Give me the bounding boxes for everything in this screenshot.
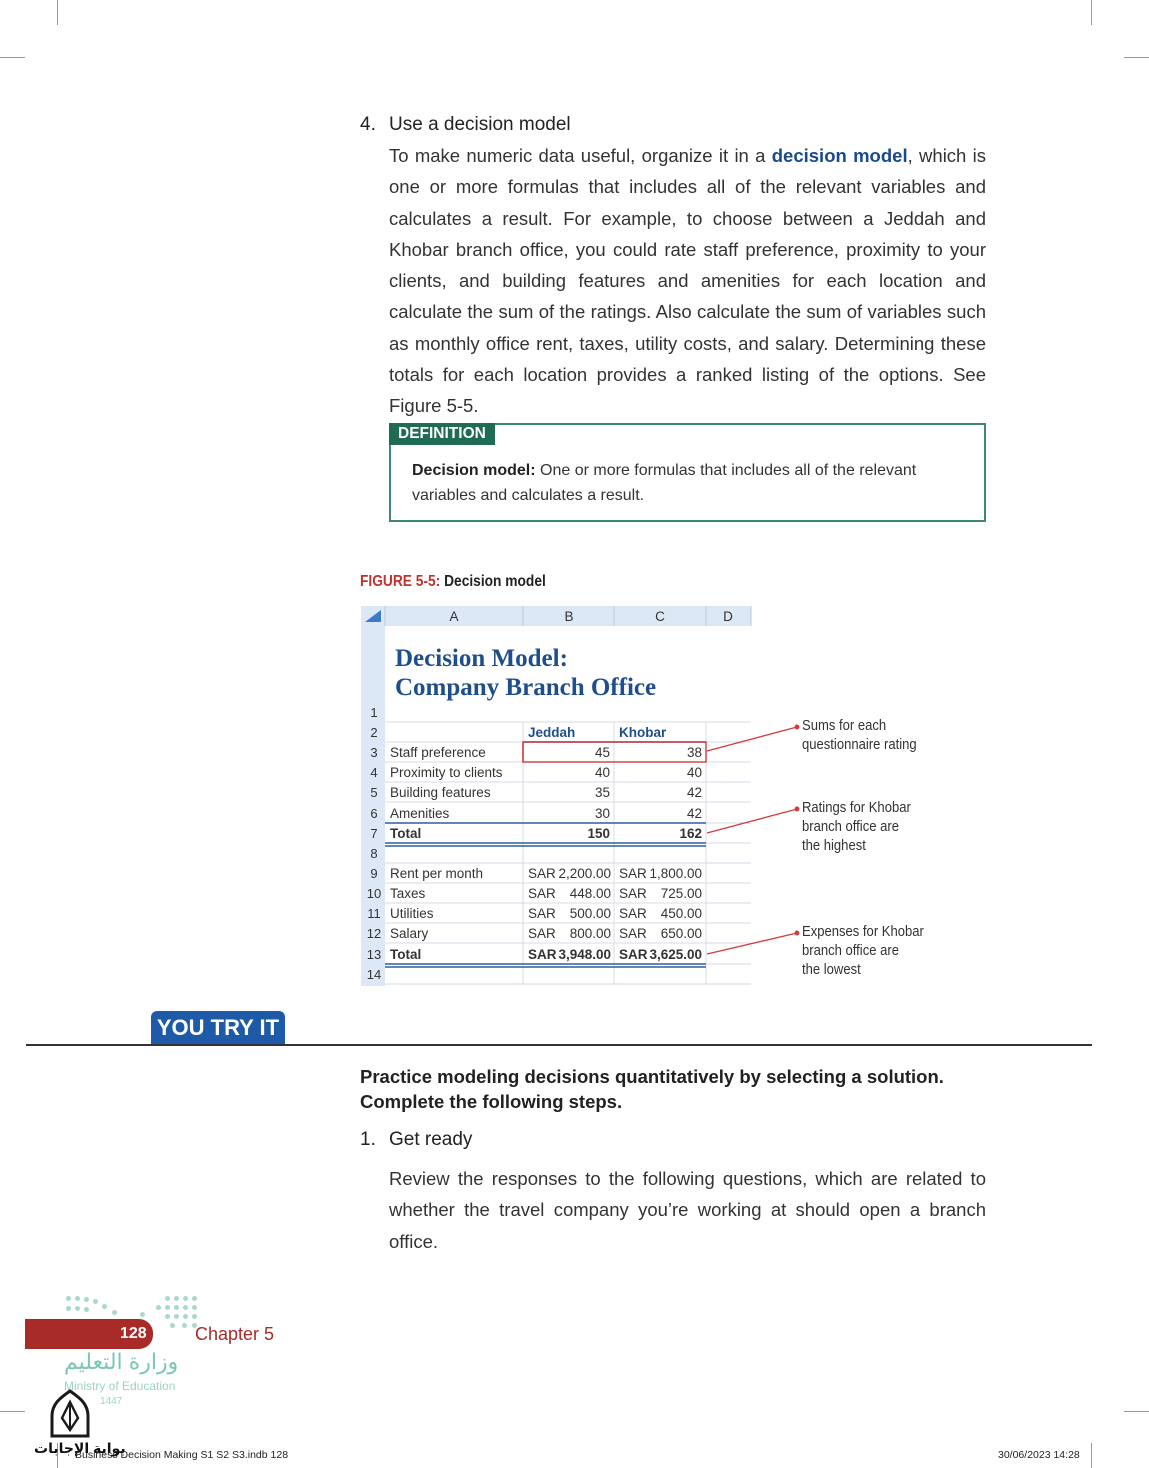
callout-annotation [802, 717, 917, 755]
cell-jeddah[interactable]: 40 [594, 765, 610, 780]
callout-text: branch office are [802, 819, 899, 835]
cell-khobar[interactable]: 1,800.00 [649, 866, 702, 881]
cell-currency: SAR [528, 947, 557, 962]
cell-jeddah[interactable]: 35 [594, 785, 610, 800]
ministry-name-arabic: وزارة التعليم [64, 1349, 179, 1374]
figure-title: Decision model [444, 573, 546, 590]
step-heading [360, 1129, 472, 1151]
cell-jeddah[interactable]: 30 [594, 806, 610, 821]
callout-dot [795, 807, 799, 811]
cell-currency: SAR [528, 866, 556, 881]
cell-khobar[interactable]: 650.00 [660, 926, 702, 941]
cell-currency: SAR [619, 866, 647, 881]
callout-text: the highest [802, 838, 866, 854]
cell-label[interactable]: Proximity to clients [390, 765, 503, 780]
cell-khobar[interactable]: 42 [686, 806, 702, 821]
row-number[interactable]: 12 [366, 926, 382, 941]
row-number[interactable]: 13 [366, 947, 382, 962]
cell-currency: SAR [619, 906, 647, 921]
cell-currency: SAR [528, 926, 556, 941]
row-number[interactable]: 9 [370, 866, 378, 881]
cell-currency: SAR [619, 926, 647, 941]
callout-text: branch office are [802, 943, 899, 959]
row-number[interactable]: 10 [366, 886, 382, 901]
callout-line [707, 809, 797, 833]
step-paragraph: Review the responses to the following questions, which are related to whether the travel company you’re working at should open a branch office. [389, 1168, 986, 1252]
callout-dot [795, 725, 799, 729]
cell-label[interactable]: Taxes [390, 886, 426, 901]
column-header-c[interactable]: C [655, 609, 665, 624]
print-date: 30/06/2023 14:28 [998, 1449, 1080, 1461]
cell-label-total[interactable]: Total [390, 947, 422, 962]
callout-line [707, 933, 797, 954]
ministry-name-english: Ministry of Education [64, 1379, 176, 1393]
row-number[interactable]: 11 [367, 906, 381, 921]
step-title: Get ready [389, 1129, 473, 1150]
cell-khobar[interactable]: 42 [686, 785, 702, 800]
chapter-label: Chapter 5 [195, 1324, 275, 1344]
row-number[interactable]: 2 [370, 725, 378, 740]
cell-currency: SAR [528, 906, 556, 921]
sheet-title-line2: Company Branch Office [395, 674, 657, 701]
cell-currency: SAR [528, 886, 556, 901]
row-number[interactable]: 6 [370, 806, 378, 821]
ministry-year: 1447 [100, 1396, 123, 1407]
cell-khobar[interactable]: 725.00 [660, 886, 702, 901]
cell-jeddah[interactable]: 2,200.00 [558, 866, 611, 881]
cell-khobar[interactable]: 38 [686, 745, 702, 760]
page-number: 128 [120, 1325, 147, 1342]
cell-jeddah[interactable]: 800.00 [569, 926, 611, 941]
definition-tab: DEFINITION [389, 423, 495, 445]
paragraph-text: , which is one or more formulas that includes all of the relevant variables and calculates a result. For example, to choose between a Jeddah and Khobar branch office, you could rate staff preference, proximity to your clients, and building features and amenities for each location and calculate the sum of the ratings. Also calculate the sum of variables such as monthly office rent, taxes, utility costs, and salary. Determining these totals for each location provides a ranked listing of the options. See Figure 5-5. [389, 145, 987, 417]
cell-label-total[interactable]: Total [390, 826, 422, 841]
callout-text: Ratings for Khobar [802, 800, 911, 816]
cell-label[interactable]: Utilities [390, 906, 434, 921]
section-number: 4. [360, 114, 376, 135]
callout-text: Sums for each [802, 718, 887, 734]
column-header-d[interactable]: D [723, 609, 733, 624]
cell-label[interactable]: Rent per month [390, 866, 484, 881]
definition-term: Decision model: [412, 462, 536, 479]
you-try-it-intro: Practice modeling decisions quantitatively by selecting a solution. Complete the following steps. [360, 1066, 944, 1112]
callout-text: the lowest [802, 962, 861, 978]
row-number[interactable]: 5 [370, 785, 378, 800]
section-divider [26, 1044, 1092, 1046]
definition-body: One or more formulas that includes all of the relevant variables and calculates a result. [412, 462, 917, 504]
header-jeddah[interactable]: Jeddah [528, 725, 576, 740]
column-header-b[interactable]: B [564, 609, 574, 624]
row-number[interactable]: 1 [370, 705, 378, 720]
callout-text: questionnaire rating [802, 737, 917, 753]
callout-text: Expenses for Khobar [802, 924, 924, 940]
row-number[interactable]: 14 [366, 967, 382, 982]
step-number: 1. [360, 1129, 376, 1150]
cell-label[interactable]: Amenities [390, 806, 450, 821]
sheet-title-line1: Decision Model: [395, 645, 568, 672]
section-title: Use a decision model [389, 114, 571, 135]
cell-jeddah[interactable]: 45 [594, 745, 610, 760]
cell-jeddah-total[interactable]: 3,948.00 [558, 947, 611, 962]
site-name-arabic: بوابة الإجابات [34, 1440, 126, 1456]
row-number[interactable]: 4 [370, 765, 378, 780]
cell-khobar[interactable]: 450.00 [660, 906, 702, 921]
cell-jeddah[interactable]: 448.00 [569, 886, 611, 901]
callout-annotation [802, 923, 924, 980]
cell-currency: SAR [619, 886, 647, 901]
cell-label[interactable]: Staff preference [390, 745, 486, 760]
cell-khobar[interactable]: 40 [686, 765, 702, 780]
callout-annotation [802, 799, 911, 856]
cell-label[interactable]: Building features [390, 785, 491, 800]
column-header-a[interactable]: A [449, 609, 459, 624]
row-number[interactable]: 8 [370, 846, 378, 861]
you-try-it-tab: YOU TRY IT [151, 1011, 285, 1044]
cell-khobar-total[interactable]: 162 [679, 826, 702, 841]
cell-khobar-total[interactable]: 3,625.00 [649, 947, 702, 962]
row-number[interactable]: 7 [370, 826, 378, 841]
row-number[interactable]: 3 [370, 745, 378, 760]
site-logo-icon [48, 1388, 92, 1440]
paragraph-text: To make numeric data useful, organize it in a [389, 145, 772, 166]
header-khobar[interactable]: Khobar [619, 725, 667, 740]
file-info: Business Decision Making S1 S2 S3.indb 128 [75, 1449, 289, 1461]
callout-dot [795, 931, 799, 935]
callout-line [707, 727, 797, 751]
cell-currency: SAR [619, 947, 648, 962]
decision-model-term: decision model [771, 145, 908, 166]
figure-label: FIGURE 5-5: [360, 573, 441, 590]
cell-jeddah[interactable]: 500.00 [569, 906, 611, 921]
cell-jeddah-total[interactable]: 150 [587, 826, 610, 841]
cell-label[interactable]: Salary [390, 926, 429, 941]
